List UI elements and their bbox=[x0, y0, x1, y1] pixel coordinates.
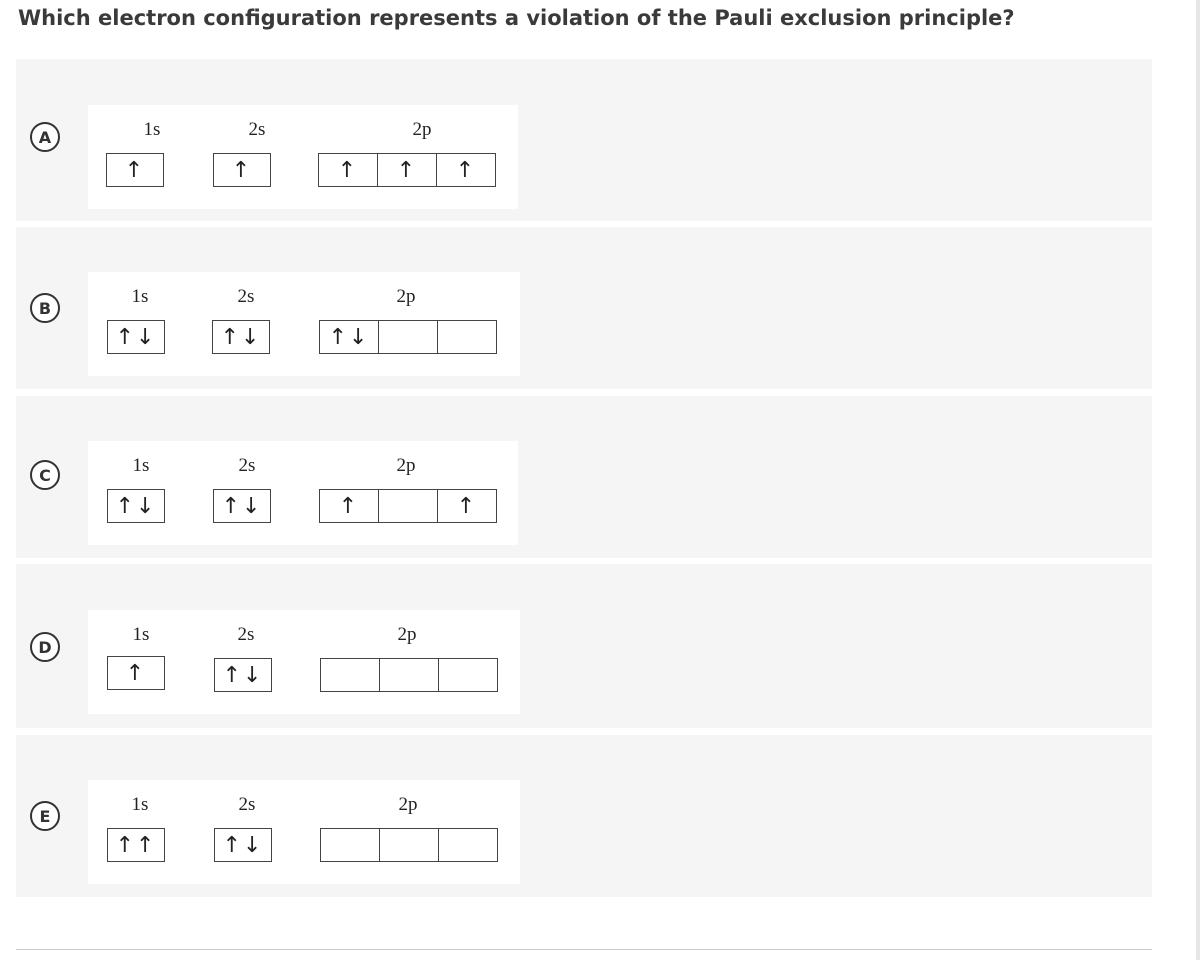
bottom-divider bbox=[16, 949, 1152, 950]
orbital-2p-2 bbox=[378, 489, 438, 523]
orbital-2p-2 bbox=[379, 828, 439, 862]
option-e[interactable] bbox=[16, 735, 1152, 897]
scrollbar[interactable] bbox=[1196, 0, 1200, 960]
orbital-2s: ↑↓ bbox=[214, 828, 272, 862]
orbital-2p-3: ↑ bbox=[436, 153, 496, 187]
orbital-diagram-b bbox=[88, 272, 520, 376]
orbital-2p-1 bbox=[320, 828, 380, 862]
orbital-2p-3 bbox=[437, 320, 497, 354]
question-text: Which electron configuration represents a violation of the Pauli exclusion principle? bbox=[18, 6, 1015, 30]
orbital-2p-2 bbox=[379, 658, 439, 692]
orbital-2p-2 bbox=[378, 320, 438, 354]
orbital-2p-1 bbox=[320, 658, 380, 692]
orbital-2p-1: ↑ bbox=[319, 489, 379, 523]
orbital-diagram-d bbox=[88, 610, 520, 714]
option-d[interactable] bbox=[16, 564, 1152, 728]
label-2p: 2p bbox=[397, 624, 417, 645]
label-1s: 1s bbox=[132, 624, 150, 645]
orbital-1s: ↑ bbox=[107, 656, 165, 690]
orbital-2p-1: ↑ bbox=[318, 153, 378, 187]
orbital-2s: ↑↓ bbox=[213, 489, 271, 523]
option-c[interactable] bbox=[16, 396, 1152, 558]
orbital-2p-1: ↑↓ bbox=[319, 320, 379, 354]
option-b[interactable] bbox=[16, 227, 1152, 389]
label-2p: 2p bbox=[396, 455, 416, 476]
label-2p: 2p bbox=[412, 119, 432, 140]
orbital-1s: ↑ bbox=[106, 153, 164, 187]
label-2p: 2p bbox=[396, 286, 416, 307]
label-2s: 2s bbox=[237, 286, 255, 307]
radio-option-b[interactable]: B bbox=[30, 293, 60, 323]
radio-option-e[interactable]: E bbox=[30, 801, 60, 831]
label-2s: 2s bbox=[248, 119, 266, 140]
orbital-diagram-c bbox=[88, 441, 518, 545]
label-1s: 1s bbox=[143, 119, 161, 140]
orbital-2p-3 bbox=[438, 828, 498, 862]
label-2s: 2s bbox=[238, 794, 256, 815]
radio-option-a[interactable]: A bbox=[30, 122, 60, 152]
label-2p: 2p bbox=[398, 794, 418, 815]
orbital-1s: ↑↓ bbox=[107, 489, 165, 523]
orbital-diagram-a bbox=[88, 105, 518, 209]
orbital-2p-2: ↑ bbox=[377, 153, 437, 187]
orbital-2s: ↑ bbox=[213, 153, 271, 187]
orbital-diagram-e bbox=[88, 780, 520, 884]
label-2s: 2s bbox=[237, 624, 255, 645]
label-2s: 2s bbox=[238, 455, 256, 476]
label-1s: 1s bbox=[131, 794, 149, 815]
orbital-2s: ↑↓ bbox=[212, 320, 270, 354]
orbital-2s: ↑↓ bbox=[214, 658, 272, 692]
orbital-1s: ↑↑ bbox=[107, 828, 165, 862]
label-1s: 1s bbox=[131, 286, 149, 307]
label-1s: 1s bbox=[132, 455, 150, 476]
orbital-2p-3: ↑ bbox=[437, 489, 497, 523]
radio-option-c[interactable]: C bbox=[30, 460, 60, 490]
radio-option-d[interactable]: D bbox=[30, 632, 60, 662]
orbital-2p-3 bbox=[438, 658, 498, 692]
option-a[interactable] bbox=[16, 59, 1152, 221]
orbital-1s: ↑↓ bbox=[107, 320, 165, 354]
